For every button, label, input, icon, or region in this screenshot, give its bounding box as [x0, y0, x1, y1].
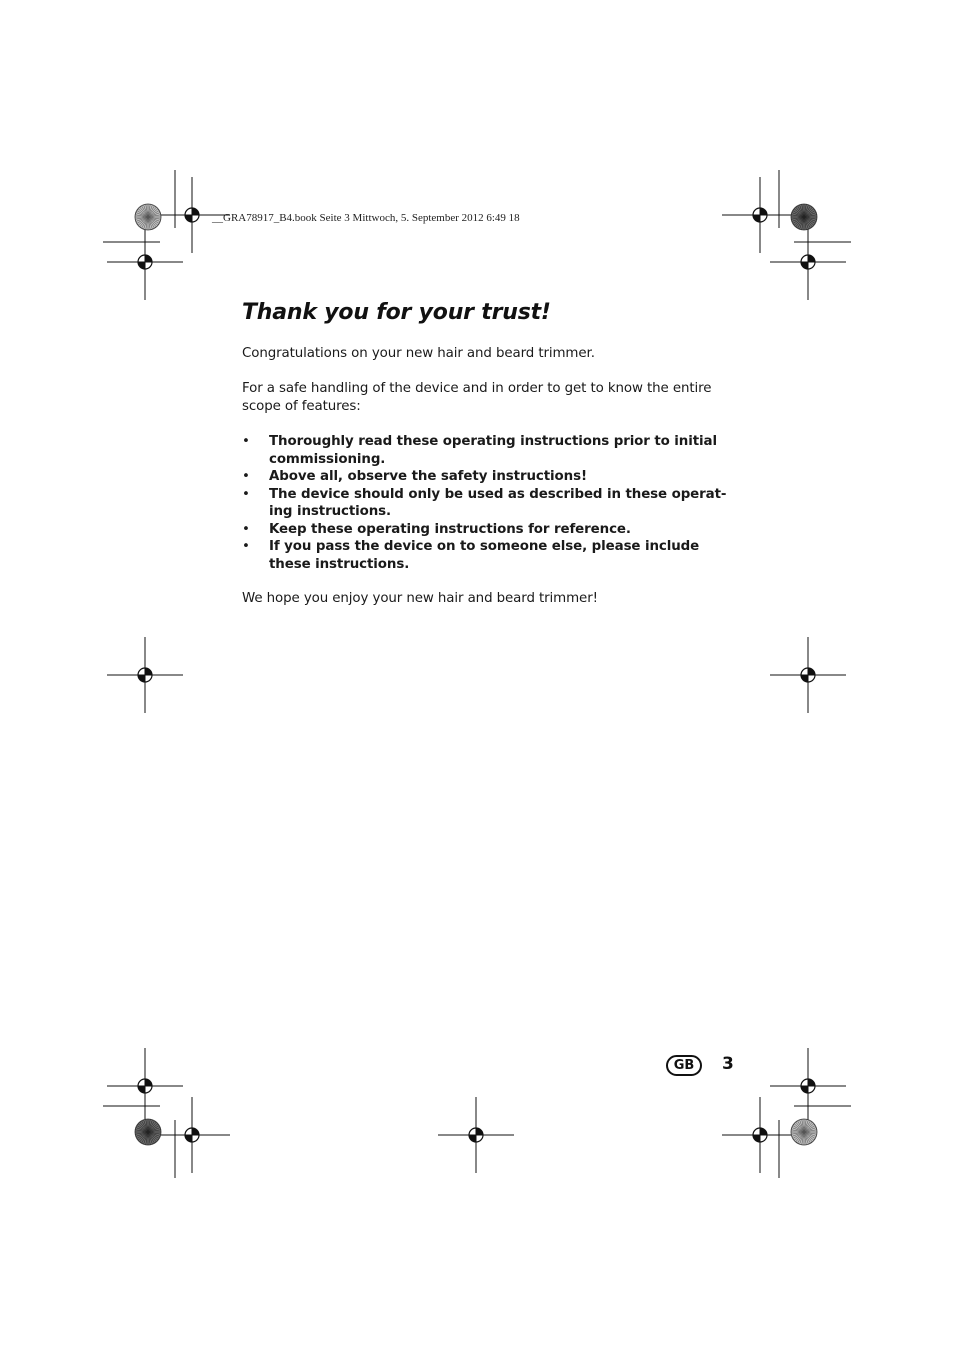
list-item-text: Above all, observe the safety instructions!: [269, 469, 587, 484]
registration-crosshair-icon: [770, 224, 846, 300]
page-number: 3: [722, 1054, 734, 1074]
list-item-text: Thoroughly read these operating instructions prior to initial commissioning.: [269, 434, 717, 467]
list-item: [242, 538, 742, 573]
bullet-icon: •: [242, 434, 250, 449]
bullet-icon: •: [242, 469, 250, 484]
color-registration-star-icon: [791, 204, 817, 230]
registration-crosshair-icon: [770, 637, 846, 713]
list-item-text: The device should only be used as described in these operat-ing instructions.: [269, 486, 727, 519]
print-info-line: __GRA78917_B4.book Seite 3 Mittwoch, 5. September 2012 6:49 18: [212, 212, 520, 224]
lead-in-paragraph: For a safe handling of the device and in order to get to know the entire scope of features:: [242, 381, 712, 414]
list-item: [242, 521, 742, 539]
registration-crosshair-icon: [438, 1097, 514, 1173]
registration-crosshair-icon: [722, 1097, 798, 1173]
bullet-icon: •: [242, 486, 250, 502]
registration-crosshair-icon: [770, 1048, 846, 1124]
registration-crosshair-icon: [107, 224, 183, 300]
closing-paragraph: We hope you enjoy your new hair and beard trimmer!: [242, 591, 598, 606]
bullet-icon: •: [242, 539, 250, 554]
registration-crosshair-icon: [154, 1097, 230, 1173]
list-item: [242, 486, 742, 521]
list-item: [242, 468, 742, 486]
country-badge: GB: [666, 1055, 702, 1076]
color-registration-star-icon: [791, 1119, 817, 1145]
list-item-text: If you pass the device on to someone else, please include these instructions.: [269, 539, 700, 572]
list-item: [242, 433, 742, 468]
document-body: [242, 300, 742, 625]
registration-crosshair-icon: [722, 177, 798, 253]
color-registration-star-icon: [135, 1119, 161, 1145]
intro-paragraph: Congratulations on your new hair and beard trimmer.: [242, 346, 595, 361]
list-item-text: Keep these operating instructions for reference.: [269, 521, 631, 537]
bullet-icon: •: [242, 521, 250, 537]
instruction-list: [242, 433, 742, 573]
page-title: Thank you for your trust!: [242, 300, 551, 325]
registration-crosshair-icon: [107, 1048, 183, 1124]
color-registration-star-icon: [135, 204, 161, 230]
registration-crosshair-icon: [107, 637, 183, 713]
